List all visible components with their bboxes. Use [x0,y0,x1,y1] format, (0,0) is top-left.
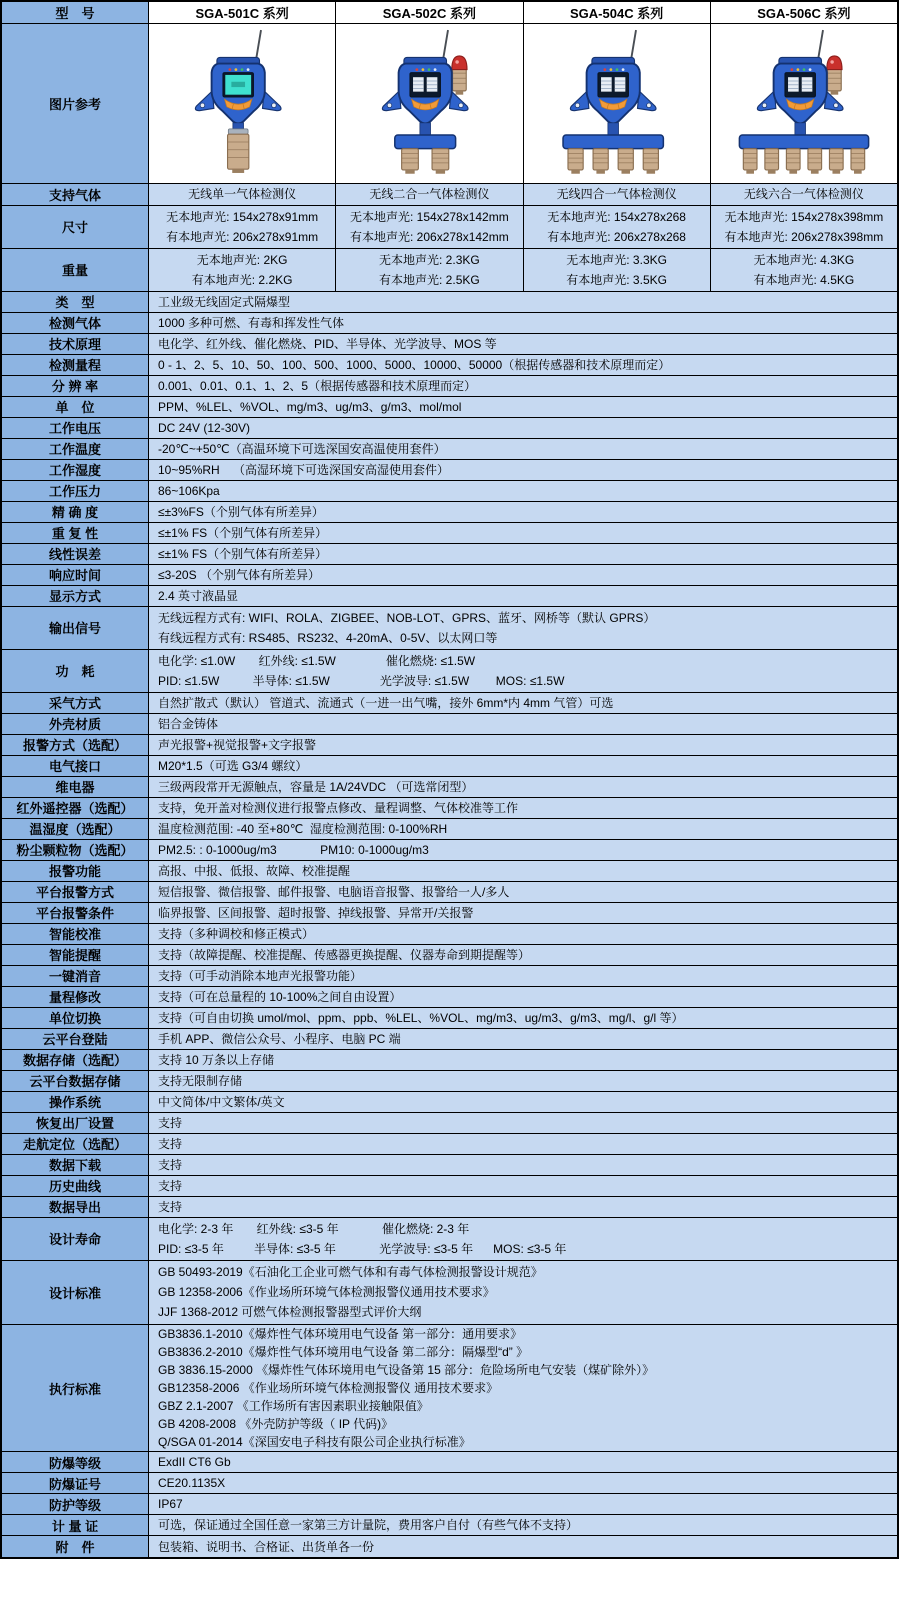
spec-value [149,1155,897,1175]
spec-value [149,1536,897,1557]
model-row-label: 型 号 [2,2,149,23]
row-label: 操作系统 [2,1092,149,1112]
spec-row [2,1494,897,1515]
row-label: 温湿度（选配） [2,819,149,839]
spec-line: 无本地声光: 154x278x398mm [724,209,884,224]
spec-value [149,397,897,417]
spec-row [2,376,897,397]
spec-line: 有本地声光: 3.5KG [566,272,667,287]
spec-row [2,1197,897,1218]
spec-row [2,355,897,376]
spec-line: ≤3-20S （个别气体有所差异） [158,567,320,582]
spec-line: 无本地声光: 154x278x268 [547,209,686,224]
spec-value [149,861,897,881]
gas-detector-illustration [169,24,315,176]
spec-value [149,693,897,713]
row-label: 走航定位（选配） [2,1134,149,1154]
spec-row [2,249,897,292]
spec-cell [336,249,523,291]
spec-value [149,1029,897,1049]
spec-row [2,184,897,206]
spec-row [2,735,897,756]
spec-line: 支持，免开盖对检测仪进行报警点修改、量程调整、气体校准等工作 [158,800,519,815]
row-label: 响应时间 [2,565,149,585]
spec-value [149,607,897,649]
spec-row [2,292,897,313]
row-label: 数据导出 [2,1197,149,1217]
row-label: 检测气体 [2,313,149,333]
spec-value [149,735,897,755]
spec-value [149,798,897,818]
spec-line: 短信报警、微信报警、邮件报警、电脑语音报警、报警给一人/多人 [158,884,510,899]
spec-value [149,523,897,543]
spec-line: 0 - 1、2、5、10、50、100、500、1000、5000、10000、50000（根据传感器和技术原理而定） [158,357,671,372]
row-label: 显示方式 [2,586,149,606]
row-label: 防护等级 [2,1494,149,1514]
spec-cell [711,184,897,205]
spec-line: 无本地声光: 154x278x142mm [350,209,509,224]
spec-line: -20℃~+50℃（高温环境下可选深国安高温使用套件） [158,441,446,456]
spec-row [2,334,897,355]
spec-value [149,418,897,438]
spec-line: 工业级无线固定式隔爆型 [158,294,291,309]
spec-line: GB 50493-2019《石油化工企业可燃气体和有毒气体检测报警设计规范》 [158,1265,543,1280]
spec-line: PID: ≤1.5W 半导体: ≤1.5W 光学波导: ≤1.5W MOS: ≤1.5W [158,673,565,688]
spec-line: 温度检测范围: -40 至+80℃ 湿度检测范围: 0-100%RH [158,821,448,836]
spec-value [149,439,897,459]
spec-line: 0.001、0.01、0.1、1、2、5（根据传感器和技术原理而定） [158,378,477,393]
spec-line: GB12358-2006 《作业场所环境气体检测报警仪 通用技术要求》 [158,1381,499,1395]
spec-line: ≤±1% FS（个别气体有所差异） [158,525,328,540]
product-image [524,24,711,183]
spec-line: Q/SGA 01-2014《深国安电子科技有限公司企业执行标准》 [158,1435,471,1449]
spec-value [149,1113,897,1133]
spec-row [2,1261,897,1326]
spec-line: GBZ 2.1-2007 《工作场所有害因素职业接触限值》 [158,1399,429,1413]
spec-value [149,1325,897,1451]
spec-line: JJF 1368-2012 可燃气体检测报警器型式评价大纲 [158,1305,422,1320]
spec-value [149,1050,897,1070]
row-label: 检测量程 [2,355,149,375]
product-image [711,24,897,183]
spec-row [2,397,897,418]
spec-line: 铝合金铸体 [158,716,219,731]
spec-line: 无线单一气体检测仪 [188,187,297,202]
spec-line: 临界报警、区间报警、超时报警、掉线报警、异常开/关报警 [158,905,474,920]
gas-detector-illustration [356,24,502,176]
image-reference-row [2,24,897,184]
spec-line: GB 3836.15-2000 《爆炸性气体环境用电气设备第 15 部分：危险场所电气安装（煤矿除外）》 [158,1363,655,1377]
spec-cell [149,206,336,248]
row-label: 工作压力 [2,481,149,501]
model-name: SGA-506C 系列 [711,2,897,23]
spec-value [149,355,897,375]
spec-line: 无线六合一气体检测仪 [743,187,864,202]
row-label: 数据下载 [2,1155,149,1175]
spec-row [2,903,897,924]
spec-row [2,206,897,249]
spec-line: 10~95%RH （高湿环境下可选深国安高湿使用套件） [158,462,450,477]
row-label: 支持气体 [2,184,149,205]
row-label: 防爆等级 [2,1452,149,1472]
spec-row [2,481,897,502]
gas-detector-illustration [731,24,877,176]
model-name: SGA-502C 系列 [336,2,523,23]
row-label: 线性误差 [2,544,149,564]
spec-row [2,1473,897,1494]
spec-row [2,798,897,819]
spec-line: 支持 [158,1157,183,1172]
spec-line: ExdII CT6 Gb [158,1455,231,1469]
spec-line: 1000 多种可燃、有毒和挥发性气体 [158,315,345,330]
spec-line: 86~106Kpa [158,483,220,498]
spec-line: 支持（可自由切换 umol/mol、ppm、ppb、%LEL、%VOL、mg/m3、ug/m3、g/m3、mg/l、g/l 等） [158,1010,684,1025]
spec-row [2,1008,897,1029]
row-label: 重量 [2,249,149,291]
spec-line: M20*1.5（可选 G3/4 螺纹） [158,758,308,773]
spec-line: 手机 APP、微信公众号、小程序、电脑 PC 端 [158,1031,401,1046]
spec-row [2,693,897,714]
spec-row [2,1452,897,1473]
spec-line: 电化学: ≤1.0W 红外线: ≤1.5W 催化燃烧: ≤1.5W [158,653,476,668]
spec-line: 支持 [158,1199,183,1214]
spec-line: 无本地声光: 2KG [196,252,288,267]
spec-line: IP67 [158,1497,183,1511]
spec-line: ≤±3%FS（个别气体有所差异） [158,504,324,519]
spec-line: 支持无限制存储 [158,1073,243,1088]
spec-row [2,418,897,439]
spec-row [2,1515,897,1536]
row-label: 工作电压 [2,418,149,438]
spec-line: 声光报警+视觉报警+文字报警 [158,737,317,752]
spec-line: PPM、%LEL、%VOL、mg/m3、ug/m3、g/m3、mol/mol [158,399,462,414]
spec-row [2,1218,897,1261]
row-label: 精 确 度 [2,502,149,522]
spec-value [149,1452,897,1472]
spec-line: 有本地声光: 2.2KG [191,272,293,287]
row-label: 历史曲线 [2,1176,149,1196]
spec-line: 电化学: 2-3 年 红外线: ≤3-5 年 催化燃烧: 2-3 年 [158,1221,470,1236]
spec-row [2,1134,897,1155]
spec-cell [711,206,897,248]
spec-value [149,586,897,606]
row-label: 智能提醒 [2,945,149,965]
spec-value [149,376,897,396]
spec-line: 支持（可在总量程的 10-100%之间自由设置） [158,989,402,1004]
row-label: 数据存储（选配） [2,1050,149,1070]
spec-line: 可选，保证通过全国任意一家第三方计量院，费用客户自付（有些气体不支持） [158,1518,579,1532]
spec-cell [149,249,336,291]
spec-line: 支持（故障提醒、校准提醒、传感器更换提醒、仪器寿命到期提醒等） [158,947,531,962]
spec-line: 有本地声光: 4.5KG [753,272,855,287]
spec-row [2,544,897,565]
product-image [336,24,523,183]
spec-line: 有本地声光: 206x278x91mm [166,229,319,244]
spec-line: 有本地声光: 206x278x398mm [724,229,884,244]
spec-value [149,1494,897,1514]
spec-row [2,1092,897,1113]
spec-row [2,1325,897,1452]
spec-value [149,756,897,776]
row-label: 智能校准 [2,924,149,944]
spec-value [149,1071,897,1091]
row-label: 恢复出厂设置 [2,1113,149,1133]
spec-row [2,987,897,1008]
spec-value [149,292,897,312]
spec-value [149,565,897,585]
row-label: 功 耗 [2,650,149,692]
row-label: 云平台登陆 [2,1029,149,1049]
spec-value [149,903,897,923]
spec-row [2,1113,897,1134]
row-label: 重 复 性 [2,523,149,543]
spec-value [149,650,897,692]
spec-line: 三级两段常开无源触点，容量是 1A/24VDC （可选常闭型） [158,779,474,794]
row-label: 云平台数据存储 [2,1071,149,1091]
spec-line: 无线二合一气体检测仪 [369,187,490,202]
spec-line: CE20.1135X [158,1476,226,1490]
row-label: 平台报警方式 [2,882,149,902]
row-label: 输出信号 [2,607,149,649]
spec-row [2,313,897,334]
spec-value [149,1218,897,1260]
spec-cell [149,184,336,205]
spec-row [2,1050,897,1071]
spec-value [149,1515,897,1535]
image-row-label: 图片参考 [2,24,149,183]
spec-value [149,1473,897,1493]
spec-value [149,966,897,986]
spec-value [149,777,897,797]
spec-value [149,945,897,965]
product-image [149,24,336,183]
spec-line: 无本地声光: 4.3KG [753,252,855,267]
spec-line: 无线四合一气体检测仪 [556,187,677,202]
row-label: 电气接口 [2,756,149,776]
spec-line: 支持（多种调校和修正模式） [158,926,315,941]
row-label: 计 量 证 [2,1515,149,1535]
spec-row [2,966,897,987]
row-label: 红外遥控器（选配） [2,798,149,818]
spec-row [2,460,897,481]
spec-value [149,1197,897,1217]
spec-row [2,1071,897,1092]
spec-line: PM2.5: : 0-1000ug/m3 PM10: 0-1000ug/m3 [158,842,429,857]
spec-line: 电化学、红外线、催化燃烧、PID、半导体、光学波导、MOS 等 [158,336,497,351]
spec-value [149,819,897,839]
spec-line: GB3836.1-2010《爆炸性气体环境用电气设备 第一部分：通用要求》 [158,1327,523,1341]
row-label: 执行标准 [2,1325,149,1451]
spec-row [2,523,897,544]
spec-line: 包装箱、说明书、合格证、出货单各一份 [158,1539,375,1554]
spec-value [149,481,897,501]
row-label: 单 位 [2,397,149,417]
spec-row [2,861,897,882]
spec-row [2,777,897,798]
model-name: SGA-501C 系列 [149,2,336,23]
spec-value [149,840,897,860]
spec-cell [524,249,711,291]
spec-line: 无本地声光: 3.3KG [566,252,667,267]
spec-value [149,460,897,480]
row-label: 采气方式 [2,693,149,713]
spec-value [149,1176,897,1196]
spec-line: 无本地声光: 2.3KG [379,252,480,267]
row-label: 报警方式（选配） [2,735,149,755]
spec-value [149,1261,897,1325]
spec-value [149,924,897,944]
row-label: 设计寿命 [2,1218,149,1260]
spec-row [2,819,897,840]
spec-value [149,1134,897,1154]
row-label: 报警功能 [2,861,149,881]
spec-line: 高报、中报、低报、故障、校准提醒 [158,863,351,878]
spec-cell [524,206,711,248]
spec-line: 支持 [158,1136,183,1151]
spec-line: GB 4208-2008 《外壳防护等级（ IP 代码)》 [158,1417,394,1431]
spec-line: 支持 10 万条以上存储 [158,1052,275,1067]
spec-line: GB3836.2-2010《爆炸性气体环境用电气设备 第二部分：隔爆型“d” 》 [158,1345,529,1359]
row-label: 单位切换 [2,1008,149,1028]
spec-row [2,650,897,693]
spec-value [149,334,897,354]
spec-value [149,882,897,902]
spec-cell [524,184,711,205]
spec-value [149,502,897,522]
row-label: 尺寸 [2,206,149,248]
spec-row [2,565,897,586]
spec-row [2,586,897,607]
spec-row [2,882,897,903]
spec-value [149,987,897,1007]
spec-row [2,714,897,735]
spec-row [2,1536,897,1557]
spec-line: 中文简体/中文繁体/英文 [158,1094,285,1109]
spec-row [2,840,897,861]
row-label: 维电器 [2,777,149,797]
spec-value [149,1008,897,1028]
row-label: 外壳材质 [2,714,149,734]
row-label: 量程修改 [2,987,149,1007]
spec-line: 无线远程方式有: WIFI、ROLA、ZIGBEE、NOB-LOT、GPRS、蓝牙、网桥等（默认 GPRS） [158,610,656,625]
spec-line: 支持 [158,1115,183,1130]
row-label: 一键消音 [2,966,149,986]
row-label: 设计标准 [2,1261,149,1325]
spec-line: 2.4 英寸液晶显 [158,588,239,603]
row-label: 平台报警条件 [2,903,149,923]
row-label: 防爆证号 [2,1473,149,1493]
spec-row [2,607,897,650]
model-name: SGA-504C 系列 [524,2,711,23]
row-label: 分 辨 率 [2,376,149,396]
spec-line: 有本地声光: 206x278x268 [547,229,686,244]
spec-line: DC 24V (12-30V) [158,420,251,435]
spec-line: 支持 [158,1178,183,1193]
spec-line: PID: ≤3-5 年 半导体: ≤3-5 年 光学波导: ≤3-5 年 MOS: ≤3-5 年 [158,1241,567,1256]
spec-line: GB 12358-2006《作业场所环境气体检测报警仪通用技术要求》 [158,1285,495,1300]
spec-line: 自然扩散式（默认） 管道式、流通式（一进一出气嘴，接外 6mm*内 4mm 气管）可选 [158,695,614,710]
row-label: 类 型 [2,292,149,312]
spec-row [2,1029,897,1050]
spec-line: 有本地声光: 206x278x142mm [350,229,509,244]
spec-line: 无本地声光: 154x278x91mm [166,209,319,224]
spec-line: 支持（可手动消除本地声光报警功能） [158,968,363,983]
spec-cell [336,184,523,205]
spec-row [2,756,897,777]
spec-line: 有线远程方式有: RS485、RS232、4-20mA、0-5V、以太网口等 [158,630,498,645]
row-label: 工作温度 [2,439,149,459]
spec-row [2,924,897,945]
spec-cell [336,206,523,248]
row-label: 附 件 [2,1536,149,1557]
model-header-row [2,2,897,24]
spec-cell [711,249,897,291]
gas-detector-illustration [544,24,690,176]
spec-value [149,1092,897,1112]
row-label: 粉尘颗粒物（选配） [2,840,149,860]
spec-line: ≤±1% FS（个别气体有所差异） [158,546,328,561]
row-label: 技术原理 [2,334,149,354]
spec-row [2,502,897,523]
spec-value [149,544,897,564]
spec-row [2,945,897,966]
spec-row [2,1176,897,1197]
spec-row [2,439,897,460]
spec-line: 有本地声光: 2.5KG [379,272,480,287]
spec-value [149,714,897,734]
spec-row [2,1155,897,1176]
row-label: 工作湿度 [2,460,149,480]
spec-value [149,313,897,333]
